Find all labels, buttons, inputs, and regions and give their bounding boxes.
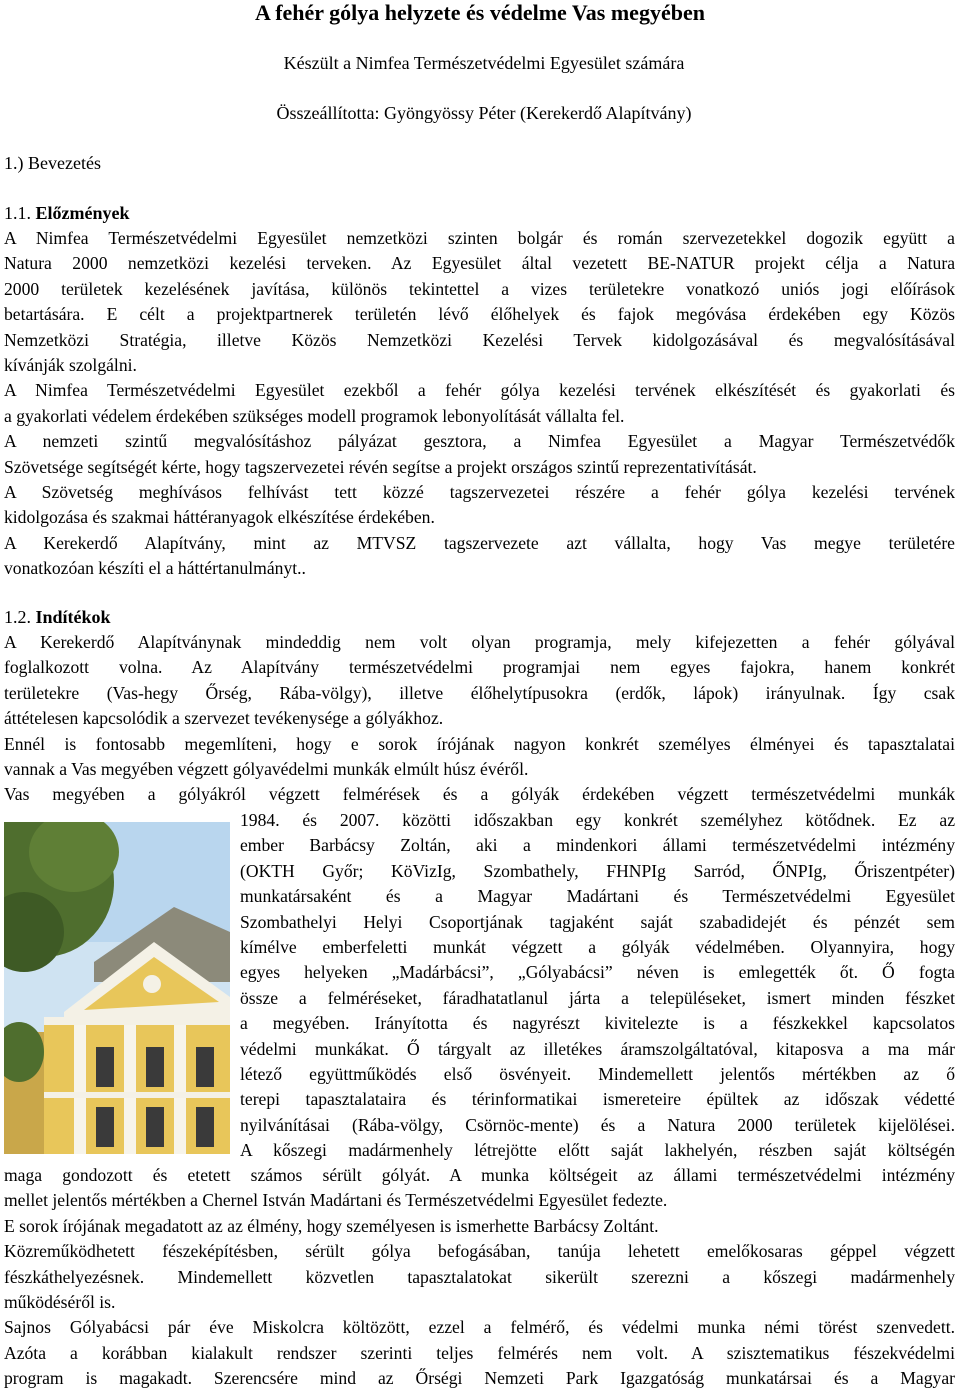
- paragraph-block-wrapped-around-photo: [240, 808, 955, 1164]
- section-heading-1-2: 1.2. Indítékok: [4, 607, 111, 627]
- subtitle-prepared-for: Készült a Nimfea Természetvédelmi Egyesület számára: [283, 53, 685, 73]
- text-line: 2000 területek kezelésének javítása, különös tekintettel a vizes területekre vonatkozó uniós jogi előírások: [4, 278, 955, 299]
- text-line: A Kerekerdő Alapítványnak mindeddig nem volt olyan programja, mely kifejezetten a fehér gólyával: [4, 632, 955, 652]
- text-line: Sajnos Gólyabácsi pár éve Miskolcra költözött, ezzel a felmérő, és védelmi munka némi törést szenvedett.: [4, 1317, 955, 1338]
- text-line: foglalkozott volna. Az Alapítvány természetvédelmi programjai nem egyes fajokra, hanem konkrét: [4, 657, 955, 678]
- text-line: Szövetsége segítségét kérte, hogy tagszervezetei révén segítse a projekt országos szintű reprezentativítását.: [4, 456, 757, 477]
- text-line: vannak a Vas megyében végzett gólyavédelmi munkák elmúlt húsz évéről.: [4, 759, 529, 780]
- building-image-icon: [4, 822, 230, 1154]
- section-heading-1-1: 1.1. Előzmények: [4, 203, 130, 223]
- text-line: kímélve emberfeletti munkát végzett a gólyák védelmében. Olyannyira, hogy: [240, 937, 955, 958]
- text-line: 1984. és 2007. közötti időszakban egy konkrét személyhez kötődnek. Ez az: [240, 810, 955, 830]
- text-line: munkatársaként és a Magyar Madártani és Természetvédelmi Egyesület: [240, 886, 955, 907]
- text-line: A kőszegi madármenhely létrejötte előtt saját lakhelyén, részben saját költségén: [240, 1140, 955, 1161]
- text-line: mellet jelentős mértékben a Chernel István Madártani és Természetvédelmi Egyesület fedezte.: [4, 1190, 668, 1211]
- text-line: területekre (Vas-hegy Őrség, Rába-völgy), illetve élőhelytípusokra (erdők, lápok) irányulnak. Így csak: [4, 682, 955, 703]
- text-line: össze a felméréseket, fáradhatatlanul járta a településeket, ismert minden fészket: [240, 987, 955, 1008]
- text-line: létező együttműködés első ösvényeit. Mindemellett jelentős mértékben az ő: [240, 1064, 955, 1085]
- text-line: maga gondozott és etetett számos sérült gólyát. A munka költségeit az állami természetvédelmi intézmény: [4, 1165, 955, 1185]
- text-line: védelmi munkákat. Ő tárgyalt az illetékes áramszolgáltatóval, kitaposva a ma már: [240, 1038, 955, 1059]
- text-line: terepi tapasztalataira és térinformatikai ismereteire épültek az időszak védetté: [240, 1089, 955, 1110]
- text-line: (OKTH Győr; KöVizIg, Szombathely, FHNPIg Sarród, ŐNPIg, Őriszentpéter): [240, 860, 955, 881]
- subtitle-compiled-by: Összeállította: Gyöngyössy Péter (Kerekerdő Alapítvány): [276, 103, 692, 123]
- text-line: A nemzeti szintű megvalósításhoz pályázat gesztora, a Nimfea Egyesület a Magyar Természetvédők: [4, 431, 955, 452]
- text-line: Ennél is fontosabb megemlíteni, hogy e sorok írójának nagyon konkrét személyes élményei és tapasztalatai: [4, 733, 955, 754]
- text-line: működéséről is.: [4, 1292, 116, 1313]
- text-line: Vas megyében a gólyákról végzett felmérések és a gólyák érdekében végzett természetvédelmi munkák: [4, 784, 955, 805]
- text-line: A Kerekerdő Alapítvány, mint az MTVSZ tagszervezete azt vállalta, hogy Vas megye területére: [4, 532, 955, 553]
- text-line: Szombathelyi Helyi Csoportjának tagjaként saját szabadidejét és pénzét sem: [240, 911, 955, 932]
- section-heading-introduction: 1.) Bevezetés: [4, 153, 101, 173]
- text-line: áttételesen kapcsolódik a szervezet tevékenysége a gólyákhoz.: [4, 708, 444, 729]
- text-line: fészkáthelyezésnek. Mindemellett közvetlen tapasztalatokat sikerült szerezni a kőszegi madármenhely: [4, 1266, 955, 1287]
- paragraph-block-background: [4, 226, 955, 582]
- text-line: program is magakadt. Szerencsére mind az Őrségi Nemzeti Park Igazgatóság munkatársai és a Magyar: [4, 1368, 955, 1389]
- text-line: Nemzetközi Stratégia, illetve Közös Nemzetközi Kezelési Tervek kidolgozásával és megvalósításával: [4, 329, 955, 350]
- text-line: vonatkozóan készíti el a háttértanulmányt..: [4, 558, 306, 579]
- text-line: Közreműködhetett fészeképítésben, sérült gólya befogásában, tanúja lehetett emelőkosaras géppel végzett: [4, 1241, 955, 1262]
- text-line: ember Barbácsy Zoltán, aki a mindenkori állami természetvédelmi intézmény: [240, 835, 955, 856]
- text-line: betartására. E célt a projektpartnerek területén lévő élőhelyek és fajok megóvása érdekében egy Közös: [4, 304, 955, 325]
- text-line: a gyakorlati védelem érdekében szükséges modell programok lebonyolítását vállalta fel.: [4, 405, 625, 426]
- paragraph-block-motives: [4, 630, 955, 808]
- text-line: a megyében. Irányította és nagyrészt kivitelezte is a fészkekkel kapcsolatos: [240, 1013, 955, 1034]
- text-line: kívánják szolgálni.: [4, 355, 137, 376]
- text-line: E sorok írójának megadatott az az élmény, hogy személyesen is ismerhette Barbácsy Zoltánt.: [4, 1215, 659, 1236]
- text-line: A Szövetség meghívásos felhívást tett közzé tagszervezetei részére a fehér gólya kezelési tervének: [4, 482, 955, 503]
- text-line: nyilvánításai (Rába-völgy, Csörnöc-mente) és a Natura 2000 területek kijelölései.: [240, 1114, 955, 1135]
- document-title: A fehér gólya helyzete és védelme Vas megyében: [255, 0, 705, 25]
- text-line: A Nimfea Természetvédelmi Egyesület nemzetközi szinten bolgár és román szervezetekkel dogozik együtt a: [4, 228, 955, 248]
- text-line: Natura 2000 nemzetközi kezelési terveken. Az Egyesület által vezetett BE-NATUR projekt célja a Natura: [4, 253, 955, 274]
- text-line: A Nimfea Természetvédelmi Egyesület ezekből a fehér gólya kezelési tervének elkészítését és gyakorlati és: [4, 380, 955, 401]
- text-line: egyes helyeken „Madárbácsi”, „Gólyabácsi” néven is emlegették őt. Ő fogta: [240, 962, 955, 983]
- paragraph-block-continued: [4, 1163, 955, 1392]
- text-line: kidolgozása és szakmai háttéranyagok elkészítése érdekében.: [4, 507, 435, 528]
- baroque-building-photo: [4, 822, 230, 1154]
- text-line: Azóta a korábban kialakult rendszer szerinti teljes felmérés nem volt. A szisztematikus fészekvédelmi: [4, 1342, 955, 1363]
